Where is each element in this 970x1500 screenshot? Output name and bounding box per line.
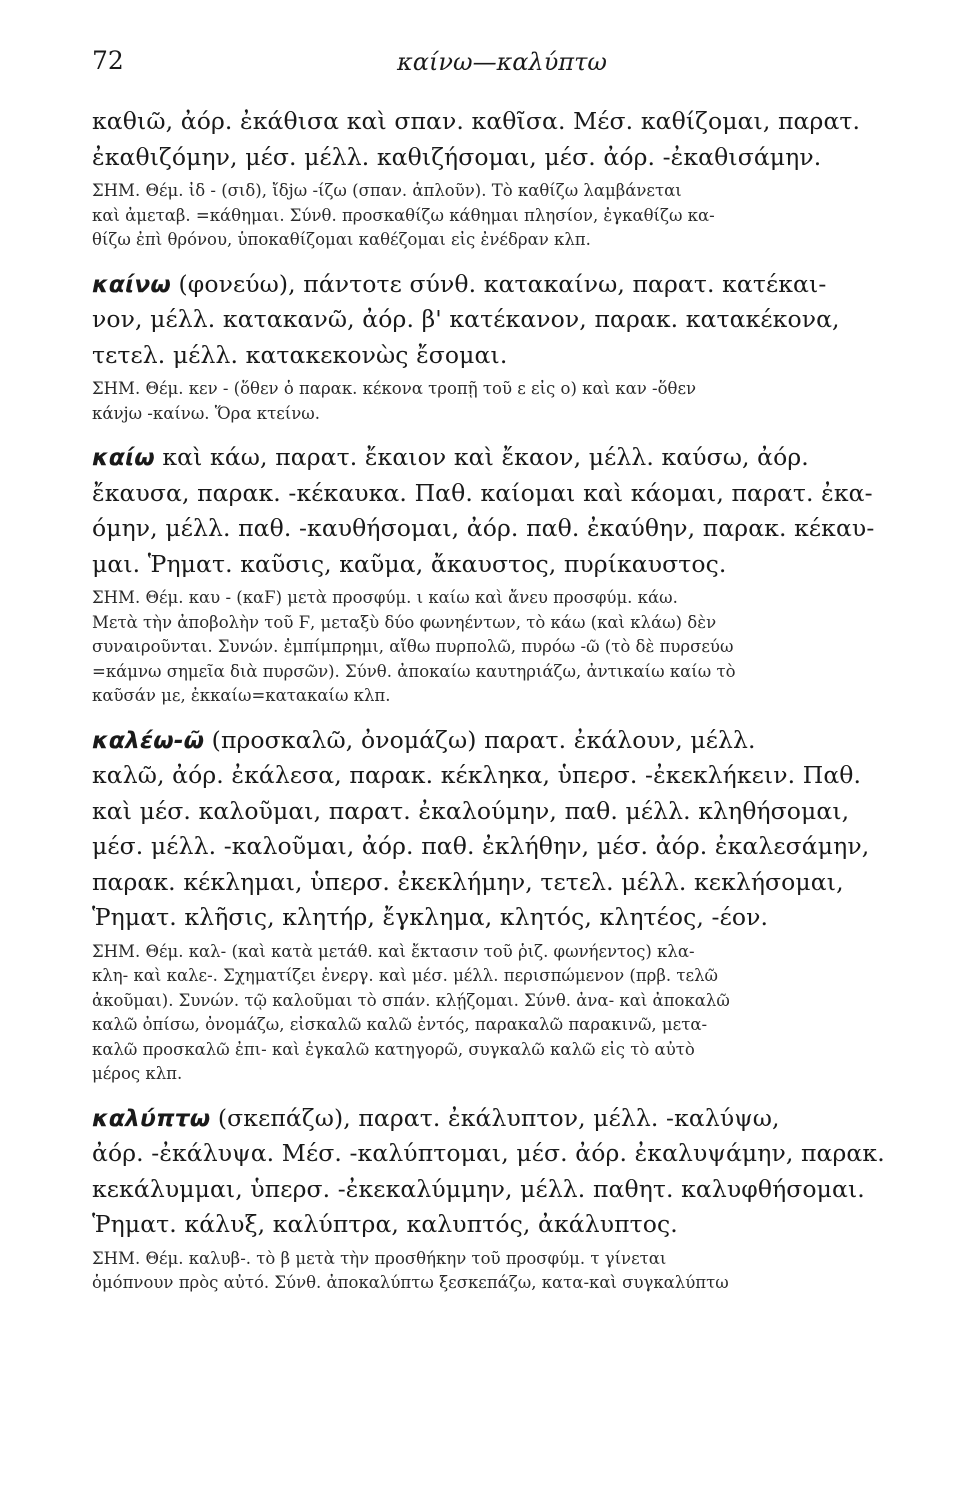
entry-main-line: ἐκαθιζόμην, μέσ. μέλλ. καθιζήσομαι, μέσ. ἀόρ. -ἐκαθισάμην. [92,142,822,171]
entry-main-line: κεκάλυμμαι, ὑπερσ. -ἐκεκαλύμμην, μέλλ. παθητ. καλυφθήσομαι. [92,1174,865,1203]
entry-note-line: συναιροῦνται. Συνών. ἐμπίμπρημι, αἴθω πυρπολῶ, πυρόω -ῶ (τὸ δὲ πυρσεύω [92,637,734,656]
entry-note-line: καλῶ προσκαλῶ ἐπι- καὶ ἐγκαλῶ κατηγορῶ, συγκαλῶ καλῶ εἰς τὸ αὐτὸ [92,1039,695,1059]
entry-main-line: τετελ. μέλλ. κατακεκονὼς ἔσομαι. [92,340,508,369]
entry-main-line: καθιῶ, ἀόρ. ἐκάθισα καὶ σπαν. καθῖσα. Μέσ. καθίζομαι, παρατ. [92,107,861,135]
entry-main-line [92,440,907,476]
entry-main-line: Ῥηματ. κάλυξ, καλύπτρα, καλυπτός, ἀκάλυπτος. [92,1210,678,1238]
entry-main-line: νον, μέλλ. κατακανῶ, ἀόρ. β' κατέκανον, παρακ. κατακέκονα, [92,305,840,333]
entry-main-line: μαι. Ῥηματ. καῦσις, καῦμα, ἄκαυστος, πυρίκαυστος. [92,549,727,578]
entry-note-line: καὶ ἀμεταβ. =κάθημαι. Σύνθ. προσκαθίζω κάθημαι πλησίον, ἐγκαθίζω κα- [92,205,715,225]
entry-main-text: (προσκαλῶ, ὀνομάζω) παρατ. ἐκάλουν, μέλλ. [204,725,756,754]
entry-note-line: ΣΗΜ. Θέμ. καλ- (καὶ κατὰ μετάθ. καὶ ἔκτασιν τοῦ ῥιζ. φωνήεντος) κλα- [92,941,695,961]
entry-note-line: μέρος κλπ. [92,1064,183,1083]
entry-kaleo [92,723,907,1087]
entry-note-line: καῦσάν με, ἐκκαίω=κατακαίω κλπ. [92,686,391,705]
entry-main-line: ἔκαυσα, παρακ. -κέκαυκα. Παθ. καίομαι καὶ κάομαι, παρατ. ἐκα- [92,478,873,507]
headword: καλέω-ῶ [92,725,205,754]
entry-note-line: κάνjω -καίνω. Ὅρα κτείνω. [92,403,320,423]
entry-note-line: ΣΗΜ. Θέμ. ἰδ - (σιδ), ἴδjω -ίζω (σπαν. ἁπλοῦν). Τὸ καθίζω λαμβάνεται [92,181,682,200]
entry-kalypto [92,1101,907,1296]
page-number: 72 [92,46,124,75]
headword: καίνω [92,269,171,298]
entry-note-line: ΣΗΜ. Θέμ. καυ - (καϜ) μετὰ προσφύμ. ι καίω καὶ ἄνευ προσφύμ. κάω. [92,588,678,607]
entry-main-line: καὶ μέσ. καλοῦμαι, παρατ. ἐκαλούμην, παθ. μέλλ. κληθήσομαι, [92,796,850,825]
entry-main-line: όμην, μέλλ. παθ. -καυθήσομαι, ἀόρ. παθ. ἐκαύθην, παρακ. κέκαυ- [92,514,875,542]
entry-note-line: κλη- καὶ καλε-. Σχηματίζει ἐνεργ. καὶ μέσ. μέλλ. περισπώμενον (πρβ. τελῶ [92,966,718,985]
page-header [92,46,912,86]
running-head: καίνω—καλύπτω [397,48,607,76]
entry-kaio [92,440,907,709]
dictionary-body [92,104,907,1296]
entry-note-line: καλῶ ὀπίσω, ὀνομάζω, εἰσκαλῶ καλῶ ἐντός, παρακαλῶ παρακινῶ, μετα- [92,1015,708,1034]
entry-main-line [92,723,907,759]
entry-main-text: καὶ κάω, παρατ. ἔκαιον καὶ ἔκαον, μέλλ. καύσω, ἀόρ. [154,443,809,471]
entry-main-text: (σκεπάζω), παρατ. ἐκάλυπτον, μέλλ. -καλύψω, [210,1103,780,1132]
entry-main-line: μέσ. μέλλ. -καλοῦμαι, ἀόρ. παθ. ἐκλήθην, μέσ. ἀόρ. ἐκαλεσάμην, [92,832,870,860]
entry-main-line: ἀόρ. -ἐκάλυψα. Μέσ. -καλύπτομαι, μέσ. ἀόρ. ἐκαλυψάμην, παρακ. [92,1139,885,1167]
entry-note-line: ὁμόπνουν πρὸς αὐτό. Σύνθ. ἀποκαλύπτω ξεσκεπάζω, κατα-καὶ συγκαλύπτω [92,1273,729,1292]
entry-main-line: Ῥηματ. κλῆσις, κλητήρ, ἔγκλημα, κλητός, κλητέος, -έον. [92,903,769,931]
entry-main-text: (φονεύω), πάντοτε σύνθ. κατακαίνω, παρατ. κατέκαι- [170,269,827,298]
entry-main-line: παρακ. κέκλημαι, ὑπερσ. ἐκεκλήμην, τετελ. μέλλ. κεκλήσομαι, [92,867,844,896]
entry-main-line [92,1101,907,1137]
entry-note-line: ΣΗΜ. Θέμ. κεν - (ὅθεν ὁ παρακ. κέκονα τροπῇ τοῦ ε εἰς ο) καὶ καν -ὅθεν [92,379,697,398]
entry-note-line: ΣΗΜ. Θέμ. καλυβ-. τὸ β μετὰ τὴν προσθήκην τοῦ προσφύμ. τ γίνεται [92,1248,667,1268]
entry-main-line [92,267,907,303]
entry-note-line: θίζω ἐπὶ θρόνου, ὑποκαθίζομαι καθέζομαι εἰς ἐνέδραν κλπ. [92,230,591,249]
headword: καίω [92,443,155,471]
entry-note-line: ἀκοῦμαι). Συνών. τῷ καλοῦμαι τὸ σπάν. κλῄζομαι. Σύνθ. ἀνα- καὶ ἀποκαλῶ [92,990,730,1010]
headword: καλύπτω [92,1103,211,1132]
entry-kathizo [92,104,907,253]
entry-main-line: καλῶ, ἀόρ. ἐκάλεσα, παρακ. κέκληκα, ὑπερσ. -ἐκεκλήκειν. Παθ. [92,761,862,789]
entry-note-line: Μετὰ τὴν ἀποβολὴν τοῦ Ϝ, μεταξὺ δύο φωνηέντων, τὸ κάω (καὶ κλάω) δὲν [92,612,717,632]
entry-kaino [92,267,907,427]
entry-note-line: =κάμνω σημεῖα διὰ πυρσῶν). Σύνθ. ἀποκαίω καυτηριάζω, ἀντικαίω καίω τὸ [92,661,736,681]
